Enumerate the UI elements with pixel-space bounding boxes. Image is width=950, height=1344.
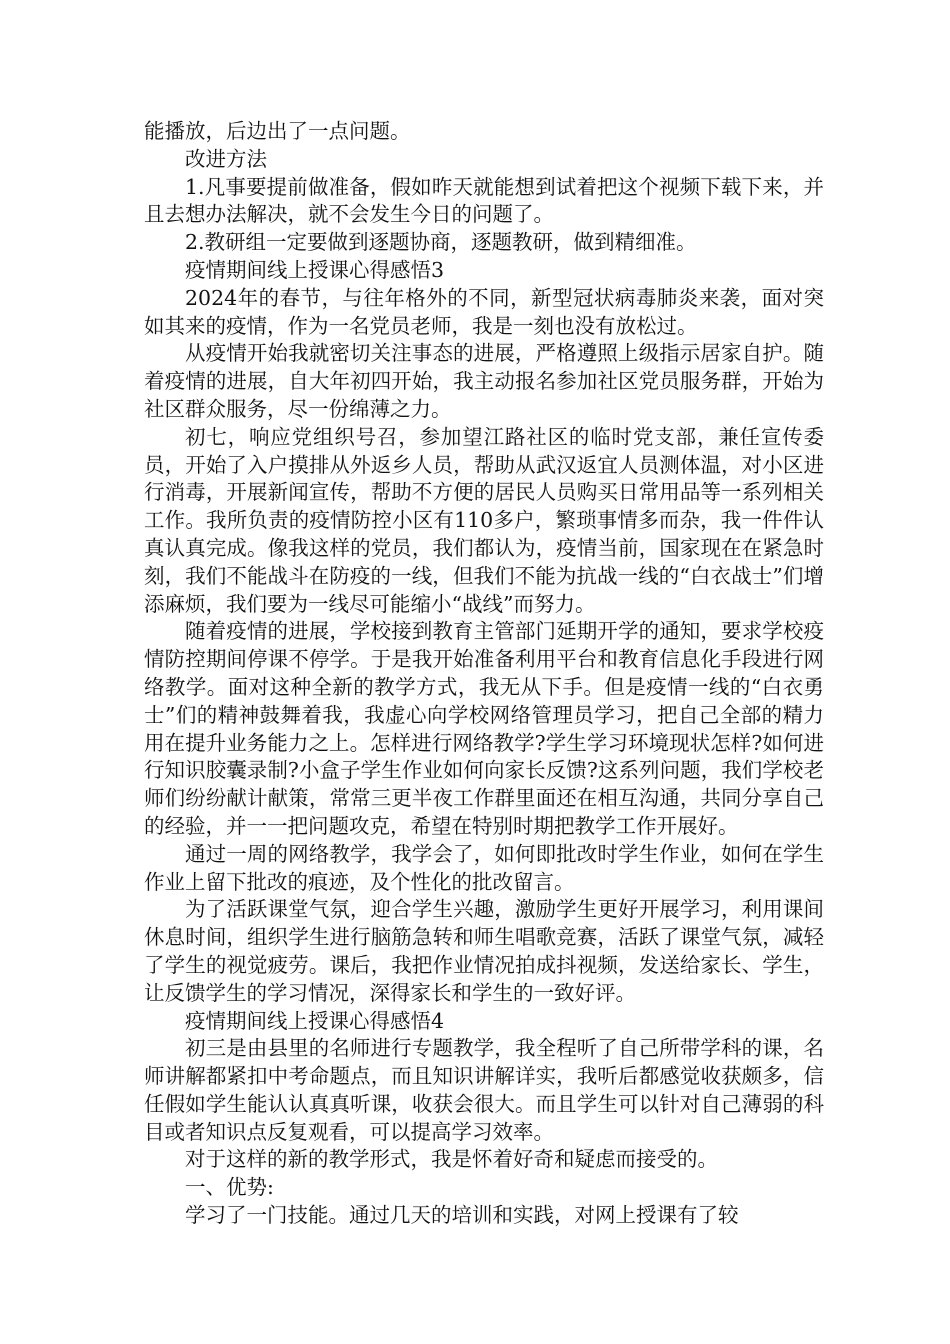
paragraph: 2024年的春节，与往年格外的不同，新型冠状病毒肺炎来袭，面对突如其来的疫情，作为一名党员老师，我是一刻也没有放松过。 bbox=[144, 285, 824, 338]
paragraph: 初七，响应党组织号召，参加望江路社区的临时党支部，兼任宣传委员，开始了入户摸排从外返乡人员，帮助从武汉返宜人员测体温，对小区进行消毒，开展新闻宣传，帮助不方便的居民人员购买日常用品等一系列相关工作。我所负责的疫情防控小区有110多户，繁琐事情多而杂，我一件件认真认真完成。像我这样的党员，我们都认为，疫情当前，国家现在在紧急时刻，我们不能战斗在防疫的一线，但我们不能为抗战一线的“白衣战士”们增添麻烦，我们要为一线尽可能缩小“战线”而努力。 bbox=[144, 424, 824, 616]
section-heading-improvement: 改进方法 bbox=[185, 146, 267, 171]
paragraph: 学习了一门技能。通过几天的培训和实践，对网上授课有了较 bbox=[185, 1203, 739, 1228]
section-heading-advantages: 一、优势: bbox=[185, 1175, 274, 1200]
paragraph: 为了活跃课堂气氛，迎合学生兴趣，激励学生更好开展学习，利用课间休息时间，组织学生进行脑筋急转和师生唱歌竞赛，活跃了课堂气氛，减轻了学生的视觉疲劳。课后，我把作业情况拍成抖视频，发送给家长、学生，让反馈学生的学习情况，深得家长和学生的一致好评。 bbox=[144, 897, 824, 1005]
paragraph: 初三是由县里的名师进行专题教学，我全程听了自己所带学科的课，名师讲解都紧扣中考命题点，而且知识讲解详实，我听后都感觉收获颇多，信任假如学生能认认真真听课，收获会很大。而且学生可以针对自己薄弱的科目或者知识点反复观看，可以提高学习效率。 bbox=[144, 1036, 824, 1144]
paragraph: 通过一周的网络教学，我学会了，如何即批改时学生作业，如何在学生作业上留下批改的痕迹，及个性化的批改留言。 bbox=[144, 841, 824, 894]
article-title-3: 疫情期间线上授课心得感悟3 bbox=[185, 257, 445, 282]
paragraph: 从疫情开始我就密切关注事态的进展，严格遵照上级指示居家自护。随着疫情的进展，自大年初四开始，我主动报名参加社区党员服务群，开始为社区群众服务，尽一份绵薄之力。 bbox=[144, 341, 824, 421]
paragraph: 随着疫情的进展，学校接到教育主管部门延期开学的通知，要求学校疫情防控期间停课不停学。于是我开始准备利用平台和教育信息化手段进行网络教学。面对这种全新的教学方式，我无从下手。但是疫情一线的“白衣勇士”们的精神鼓舞着我，我虚心向学校网络管理员学习，把自己全部的精力用在提升业务能力之上。怎样进行网络教学?学生学习环境现状怎样?如何进行知识胶囊录制?小盒子学生作业如何向家长反馈?这系列问题，我们学校老师们纷纷献计献策，常常三更半夜工作群里面还在相互沟通，共同分享自己的经验，并一一把问题攻克，希望在特别时期把教学工作开展好。 bbox=[144, 619, 824, 838]
paragraph: 对于这样的新的教学形式，我是怀着好奇和疑虑而接受的。 bbox=[185, 1147, 718, 1172]
document-page bbox=[144, 118, 824, 1230]
paragraph: 2.教研组一定要做到逐题协商，逐题教研，做到精细准。 bbox=[185, 230, 697, 255]
paragraph: 1.凡事要提前做准备，假如昨天就能想到试着把这个视频下载下来，并且去想办法解决，就不会发生今日的问题了。 bbox=[144, 174, 824, 227]
paragraph-continuation: 能播放，后边出了一点问题。 bbox=[144, 119, 411, 143]
article-title-4: 疫情期间线上授课心得感悟4 bbox=[185, 1008, 445, 1033]
